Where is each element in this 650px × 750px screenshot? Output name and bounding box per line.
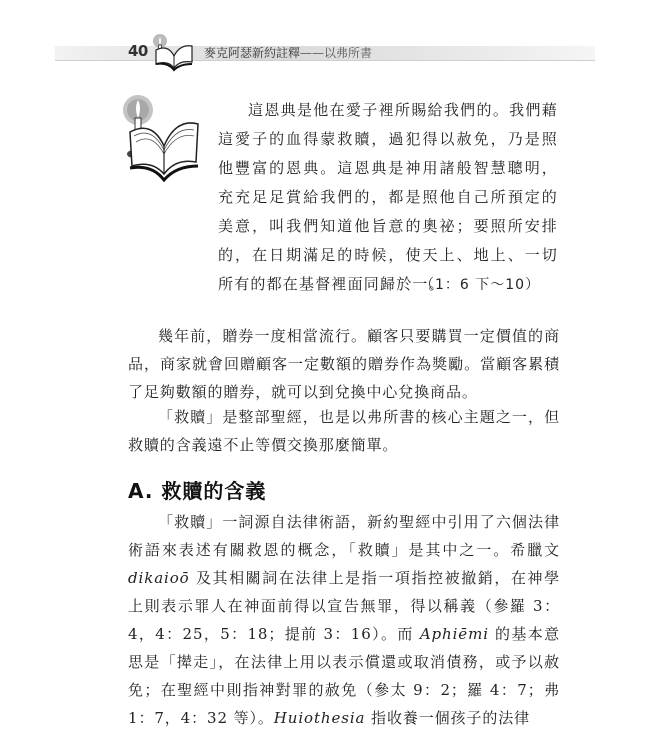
paragraph-3-part4: 指收養一個孩子的法律 [365,709,531,727]
paragraph-3 [128,508,560,732]
candle-book-icon [120,92,200,182]
quote-text: 這恩典是他在愛子裡所賜給我們的。我們藉這愛子的血得蒙救贖，過犯得以赦免，乃是照他豐富的恩典。這恩典是神用諸般智慧聰明，充充足足賞給我們的，都是照他自己所預定的美意，叫我們知道他旨意的奧祕；要照所安排的，在日期滿足的時候，使天上、地上、一切所有的都在基督裡面同歸於一。 [218,101,558,293]
section-heading: A. 救贖的含義 [128,479,267,503]
paragraph-3-part2: 及其相關詞在法律上是指一項指控被撤銷，在神學上則表示罪人在神面前得以宣告無罪，得以稱義（參羅 3：4，4：25，5：18；提前 3：16）。而 [128,569,560,643]
paragraph-3-part1: 「救贖」一詞源自法律術語，新約聖經中引用了六個法律術語來表述有關救恩的概念，「救贖」是其中之一。希臘文 [128,513,560,559]
paragraph-2 [128,403,560,459]
page-number: 40 [128,42,148,60]
book-title: 麥克阿瑟新約註釋 [204,46,301,60]
title-separator: —— [300,46,325,60]
paragraph-2-text: 「救贖」是整部聖經，也是以弗所書的核心主題之一，但救贖的含義遠不止等價交換那麼簡單。 [128,408,560,454]
greek-term-dikaioo: dikaioō [128,569,190,587]
paragraph-3-part3: 的基本意思是「撵走」，在法律上用以表示償還或取消債務，或予以赦免；在聖經中則指神對罪的赦免（參太 9：2；羅 4：7；弗 1：7，4：32 等）。 [128,625,560,727]
book-subtitle: 以弗所書 [324,46,373,60]
paragraph-3-text [128,508,560,732]
paragraph-1 [128,322,560,406]
greek-term-aphiemi: Aphiēmi [419,625,489,643]
greek-term-huiothesia: Huiothesia [273,709,366,727]
candle-book-icon [150,34,196,72]
running-title [204,44,372,61]
scripture-quote [218,96,558,299]
quote-reference: （1：6 下～10） [420,277,541,293]
paragraph-1-text: 幾年前，贈券一度相當流行。顧客只要購買一定價值的商品，商家就會回贈顧客一定數額的贈券作為獎勵。當顧客累積了足夠數額的贈券，就可以到兌換中心兌換商品。 [128,327,560,401]
